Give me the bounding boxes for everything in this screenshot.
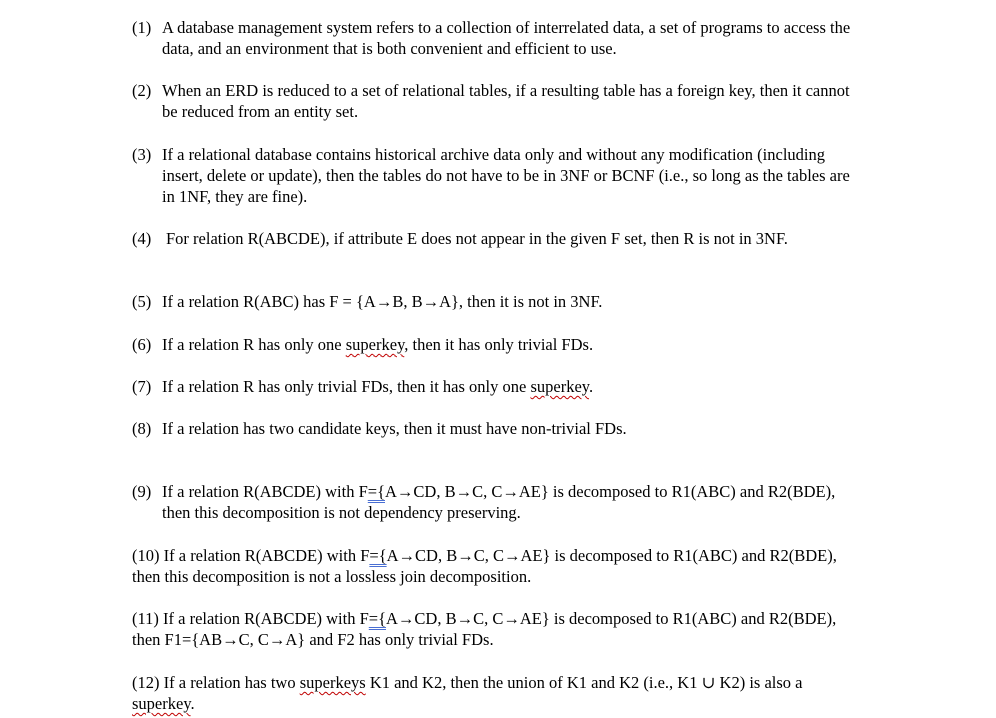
grammar-flag: ={ xyxy=(369,546,387,565)
statement-text: , then it has only trivial FDs. xyxy=(404,335,594,354)
statement-1 xyxy=(132,17,862,59)
statement-11 xyxy=(132,608,862,650)
statement-text: A database management system refers to a collection of interrelated data, a set of programs to access the data, and an environment that is both convenient and efficient to use. xyxy=(162,18,851,58)
statement-text: . xyxy=(588,377,594,396)
statement-number: (4) xyxy=(132,229,152,248)
statement-number: (11) xyxy=(132,609,159,628)
statement-6 xyxy=(132,334,862,355)
statement-text: K1 and K2, then the union of K1 and K2 (i.e., K1 ∪ K2) is also a xyxy=(365,673,803,692)
statement-number: (9) xyxy=(132,482,152,501)
statement-number: (2) xyxy=(132,81,152,100)
statement-text: A→CD, B→C, C→AE} is decomposed to R1(ABC) and R2(BDE), then this decomposition is not a lossless join decomposition. xyxy=(132,546,837,586)
statement-number: (6) xyxy=(132,335,152,354)
grammar-flag: ={ xyxy=(368,609,387,628)
grammar-flag: ={ xyxy=(367,482,385,501)
statement-number: (10) xyxy=(132,546,160,565)
statement-text: When an ERD is reduced to a set of relational tables, if a resulting table has a foreign key, then it cannot be reduced from an entity set. xyxy=(162,81,850,121)
statement-3 xyxy=(132,144,862,207)
statement-text: If a relation has two candidate keys, then it must have non-trivial FDs. xyxy=(162,419,627,438)
statement-text: If a relation R has only trivial FDs, then it has only one xyxy=(162,377,531,396)
statement-text: If a relation R(ABCDE) with F xyxy=(163,546,370,565)
statement-number: (1) xyxy=(132,18,152,37)
statement-4 xyxy=(132,228,862,249)
statement-text: For relation R(ABCDE), if attribute E does not appear in the given F set, then R is not in 3NF. xyxy=(166,229,788,248)
spellcheck-word: superkey xyxy=(132,694,191,713)
statement-text: If a relation R(ABCDE) with F xyxy=(163,609,369,628)
statement-text: A→CD, B→C, C→AE} is decomposed to R1(ABC) and R2(BDE), then this decomposition is not dependency preserving. xyxy=(162,482,836,522)
statement-text: . xyxy=(190,694,195,713)
statement-text: If a relation has two xyxy=(163,673,300,692)
statement-number: (5) xyxy=(132,292,152,311)
statement-text: If a relation R has only one xyxy=(162,335,346,354)
statement-number: (8) xyxy=(132,419,152,438)
statement-text: If a relation R(ABCDE) with F xyxy=(162,482,368,501)
statement-text: If a relation R(ABC) has F = {A→B, B→A}, then it is not in 3NF. xyxy=(162,292,603,311)
statement-5 xyxy=(132,291,862,312)
statement-number: (7) xyxy=(132,377,152,396)
spellcheck-word: superkey xyxy=(345,335,405,354)
statement-9 xyxy=(132,481,862,523)
statement-8 xyxy=(132,418,862,439)
statement-12 xyxy=(132,672,862,714)
statement-number: (12) xyxy=(132,673,160,692)
statement-text: If a relational database contains historical archive data only and without any modification (including insert, delete or update), then the tables do not have to be in 3NF or BCNF (i.e., so long as the tables are in 1NF, they are fine). xyxy=(162,145,850,206)
statement-number: (3) xyxy=(132,145,152,164)
statement-10 xyxy=(132,545,862,587)
spellcheck-word: superkeys xyxy=(299,673,366,692)
statement-2 xyxy=(132,80,862,122)
spellcheck-word: superkey xyxy=(530,377,589,396)
statement-text: A→CD, B→C, C→AE} is decomposed to R1(ABC) and R2(BDE), then F1={AB→C, C→A} and F2 has only trivial FDs. xyxy=(132,609,837,649)
statement-7 xyxy=(132,376,862,397)
